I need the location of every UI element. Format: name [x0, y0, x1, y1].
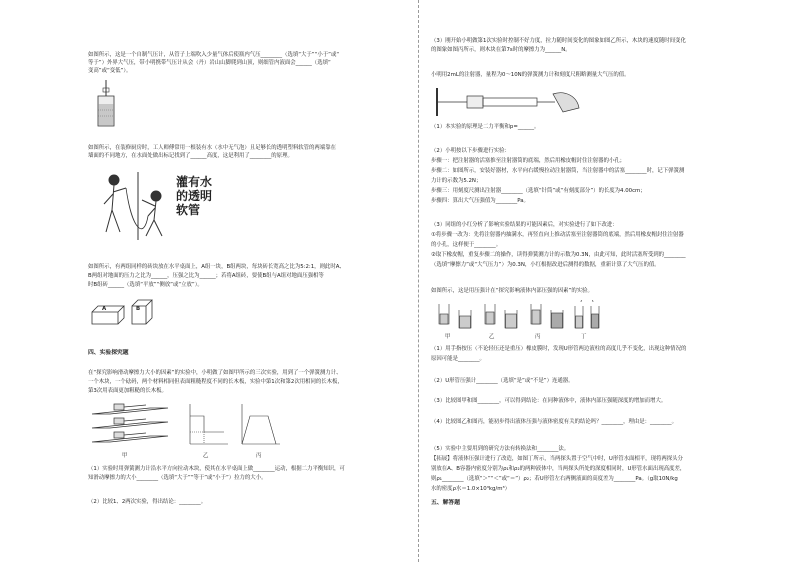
- q6-ext-line3: 则ρ₁________（选填“＞”“＜”或“＝”）ρ₂；若U形管左右两侧液面的高度差为________Pa。（g取10N/kg: [431, 476, 678, 482]
- q4-line1: 在“探究影响滑动摩擦力大小的因素”的实验中，小明做了如图甲所示的三次实验，用到了一个弹簧测力计、: [88, 370, 342, 376]
- velocity-time-graph: [236, 402, 282, 448]
- gauge-label-yi: 乙: [489, 334, 495, 340]
- q5-p3-line1: （3）同组的小红分析了影响实验结果的可能因素后，对实验进行了如下改进：: [431, 222, 618, 228]
- q6-p1-line2: 原因可能是________。: [431, 356, 485, 362]
- q5-step2-line1: 步骤二：如图所示，安装好器材，水平向右缓慢拉动注射器筒，当注射器中的活塞________时，记下弹簧测: [431, 168, 685, 174]
- syringe-figure: [435, 86, 585, 120]
- q6-p5: （5）实验中主要用到的研究方法有转换法和________法。: [431, 446, 570, 452]
- q5-step2-line2: 力计的示数为5.2N；: [431, 178, 482, 184]
- q3-line1: 如图所示，有两组同样的砖块放在水平桌面上，A组一块，B组两块，每块砖长宽高之比为5:2:1，则此时A、: [88, 264, 345, 270]
- pressure-gauge-figure: [435, 300, 605, 332]
- q4-p3-line2: 的图象如图丙所示，则木块在第7s时的摩擦力为______N。: [431, 47, 571, 53]
- q6-ext-line4: 水的密度ρ水＝1.0×10³kg/m³）: [431, 486, 511, 492]
- force-time-graph: [184, 402, 230, 448]
- gauge-label-jia: 甲: [445, 334, 451, 340]
- q5-p2: （2）小明按以下步骤进行实验：: [431, 148, 510, 154]
- q5-p1: （1）本实验的原理是二力平衡和p=______。: [431, 124, 540, 130]
- q4-p1-line1: （1）实验时用弹簧测力计沿水平方向拉动木块，使其在水平桌面上做________运动，根据二力平衡知识，可: [88, 466, 345, 472]
- q6-intro: 如图所示，这是用压强计在“探究影响液体内部压强的因素”的实验。: [431, 288, 593, 294]
- q5-step4: 步骤四：算出大气压强值为________Pa。: [431, 198, 529, 204]
- q6-p1-line1: （1）用手指按压（不论轻压还是重压）橡皮膜时，发现U形管两边液柱的高度几乎不变化，出现这种情况的: [431, 346, 687, 352]
- q5-step3: 步骤三：用刻度尺测出注射器________（选填“针筒”或“有刻度部分”）的长度为4.00cm；: [431, 188, 646, 194]
- q5-p3-line4: ②取下橡皮帽，重复步骤二的操作，读得弹簧测力计的示数为0.3N，由此可知，此时活塞所受到的________: [431, 252, 686, 258]
- brick-label-b: B: [136, 306, 141, 312]
- brick-label-a: A: [102, 306, 107, 312]
- section-4-heading: 四、实验探究题: [88, 350, 129, 356]
- q4-line3: 第3次用表面更加粗糙的长木板。: [88, 388, 167, 394]
- q1-line2: 等于”）外界大气压，带小明携带气压计从会（丹）岩山山脚爬到山顶，则细管内液面会______（选填“: [88, 60, 331, 66]
- q6-ext-line2: 别放在A、B容器内密度分别为ρ₁和ρ₂的两种液体中，当两探头所处的深度相同时，U形管水面出现高度差，: [431, 466, 686, 472]
- hose-label-1: 灌有水: [176, 175, 213, 189]
- hose-label-2: 的透明: [176, 189, 213, 203]
- gauge-label-bing: 丙: [535, 334, 541, 340]
- fig-label-jia: 甲: [122, 453, 128, 459]
- q4-p3-line1: （3）刚开始小明做第1次实验时控制不好力度，拉力随时间变化的图象如图乙所示，木块的速度随时间变化: [431, 38, 686, 44]
- gauge-label-ding: 丁: [581, 334, 587, 340]
- barometer-bottle-figure: [94, 78, 118, 130]
- friction-setup-figure: [90, 400, 178, 450]
- q2-line2: 墙面的不同地方，在水面处做出标记找到了______高度，这是利用了________的原理。: [88, 153, 293, 159]
- section-5-heading: 五、解答题: [431, 500, 460, 506]
- fig-label-bing: 丙: [256, 453, 262, 459]
- q1-line3: 变高”或“变低”）。: [88, 68, 132, 74]
- hose-label-3: 软管: [176, 203, 201, 217]
- q6-ext-line1: 【拓展】将液体压强计进行了改造，如图丁所示，当两探头置于空气中时，U形管水面相平，现将两探头分: [431, 456, 683, 462]
- q6-p3: （3）比较图甲和图________，可以得到结论：在同种液体中，液体内部压强随深度的增加而增大。: [431, 398, 667, 404]
- q6-p2: （2）U形管压强计________（选填“是”或“不是”）连通器。: [431, 378, 574, 384]
- bricks-figure: [90, 294, 160, 328]
- q2-line1: 如图所示，在装修厨房时，工人师傅常用一根装有水（水中无气泡）且足够长的透明塑料软管的两端靠在: [88, 145, 336, 151]
- column-divider: [418, 0, 419, 562]
- q4-p1-line2: 知滑动摩擦力的大小________（选填“大于”“等于”或“小于”）拉力的大小。: [88, 475, 267, 481]
- q3-line3: 时B组砖______（选填“平放”“侧放”或“立放”）。: [88, 282, 203, 288]
- q5-p3-line3: 的小孔，这样便于________。: [431, 242, 502, 248]
- q5-step1: 步骤一：把注射器的活塞推至注射器筒的底端，然后用橡皮帽封住注射器的小孔；: [431, 158, 626, 164]
- q1-line1: 如图所示，这是一个自制气压计，从管子上端吹入少量气体后使瓶内气压________（选填“大于”“小于”或“: [88, 52, 340, 58]
- q5-intro: 小明用2mL的注射器，量程为0～10N的弹簧测力计和刻度尺粗略测量大气压的值。: [431, 72, 630, 78]
- q4-line2: 一个木块，一个砝码，两个材料相同但表面粗糙程度不同的长木板，实验中第1次和第2次用相同的长木板，: [88, 379, 343, 385]
- q5-p3-line5: （选填“摩擦力”或“大气压力”）为0.3N，小红根据改进后测得的数据，重新计算了大气压的值。: [431, 262, 660, 268]
- q5-p3-line2: ①将步骤一改为：先将注射器内抽满水，再竖直向上推动活塞至注射器筒的底端，然后用橡皮帽封住注射器: [431, 232, 684, 238]
- q3-line2: B两组对地面的压力之比为______，压强之比为______；若将A组砖，要使B组与A组对地面压强相等: [88, 273, 324, 279]
- q4-p2: （2）比较1、2两次实验，得出结论：________。: [88, 499, 207, 505]
- q6-p4: （4）比较图乙和图丙，能初步得出液体压强与液体密度有关的结论吗？________，理由是：________。: [431, 419, 678, 425]
- fig-label-yi: 乙: [203, 453, 209, 459]
